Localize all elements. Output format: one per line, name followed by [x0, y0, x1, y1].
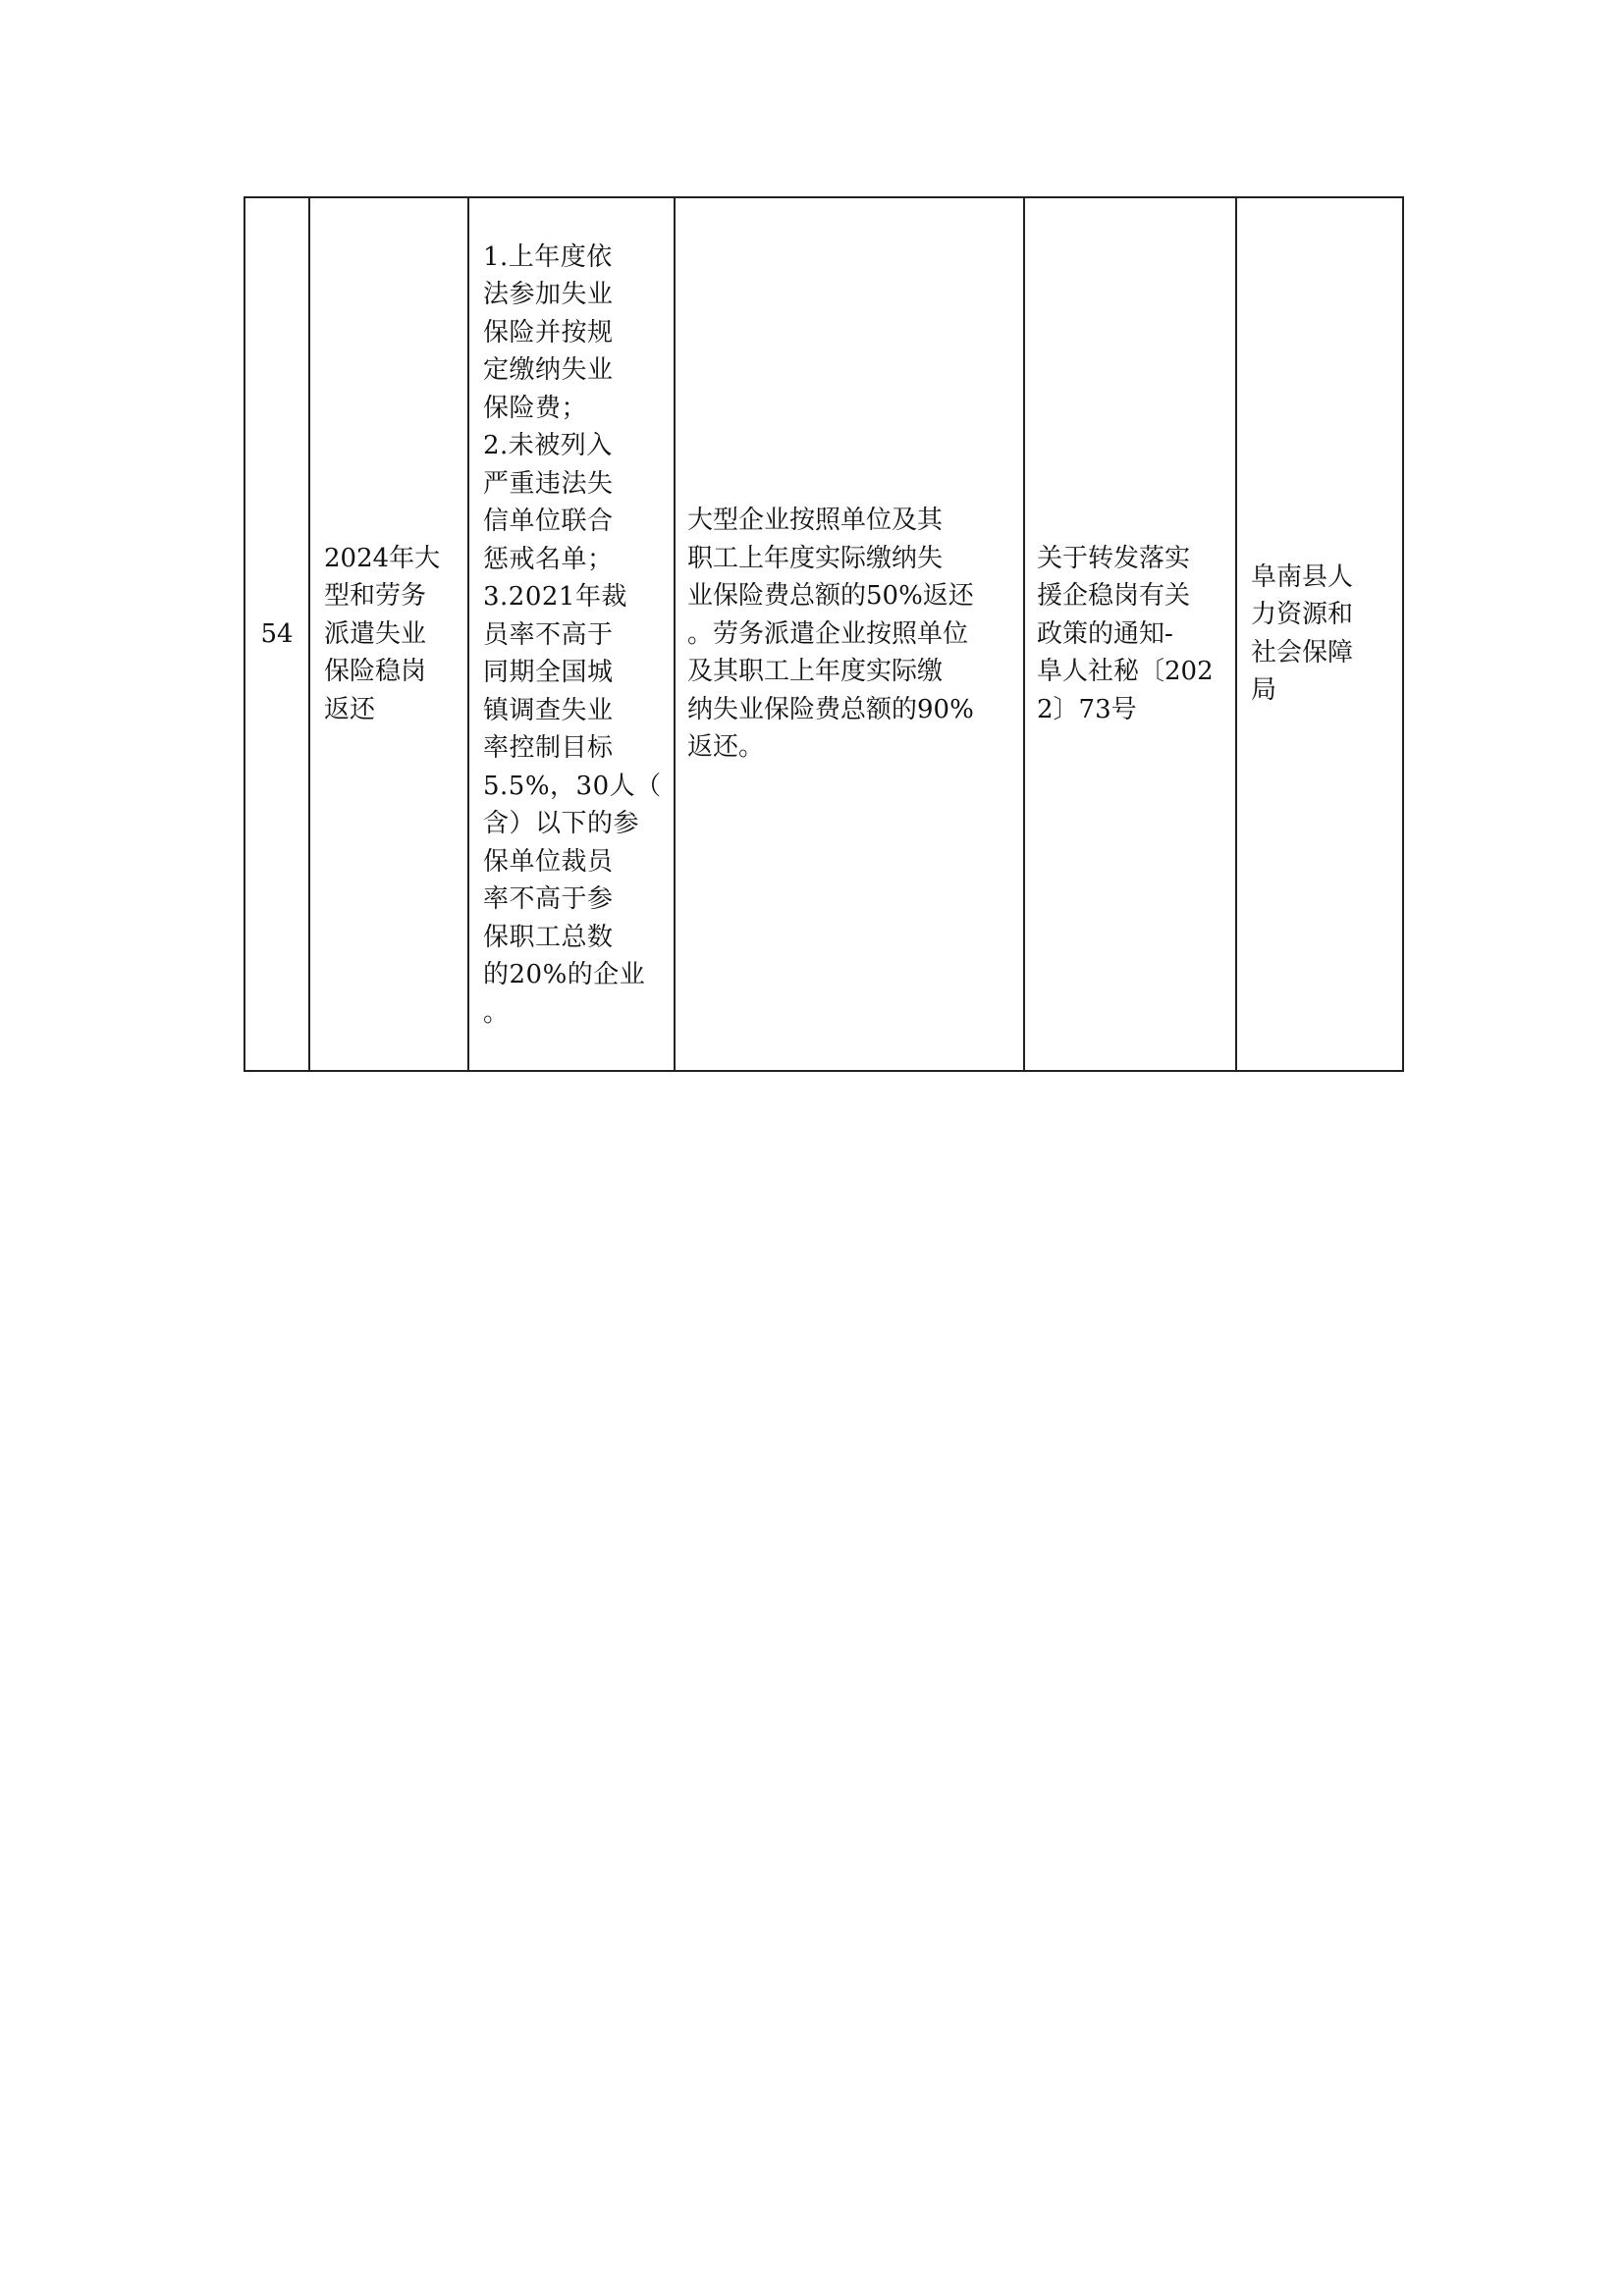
conditions-text: 1.上年度依 法参加失业 保险并按规 定缴纳失业 保险费； 2.未被列入 严重违法失 信单位联合 惩戒名单； 3.2021年裁 员率不高于 同期全国城 镇调查失业 率控制目标 5.5%，30人（ 含）以下的参 保单位裁员 率不高于参 保职工总数 的20%的企业 。	[483, 241, 662, 1028]
table-row	[244, 197, 1403, 1071]
standard-cell: 大型企业按照单位及其 职工上年度实际缴纳失 业保险费总额的50%返还 。劳务派遣企业按照单位 及其职工上年度实际缴 纳失业保险费总额的90% 返还。	[675, 197, 1024, 1071]
conditions-cell	[468, 197, 675, 1071]
item-name-cell: 2024年大 型和劳务 派遣失业 保险稳岗 返还	[309, 197, 468, 1071]
policy-basis-cell: 关于转发落实 援企稳岗有关 政策的通知- 阜人社秘〔202 2〕73号	[1024, 197, 1236, 1071]
policy-table	[244, 196, 1404, 1072]
row-number-cell: 54	[244, 197, 309, 1071]
department-cell: 阜南县人 力资源和 社会保障 局	[1236, 197, 1403, 1071]
